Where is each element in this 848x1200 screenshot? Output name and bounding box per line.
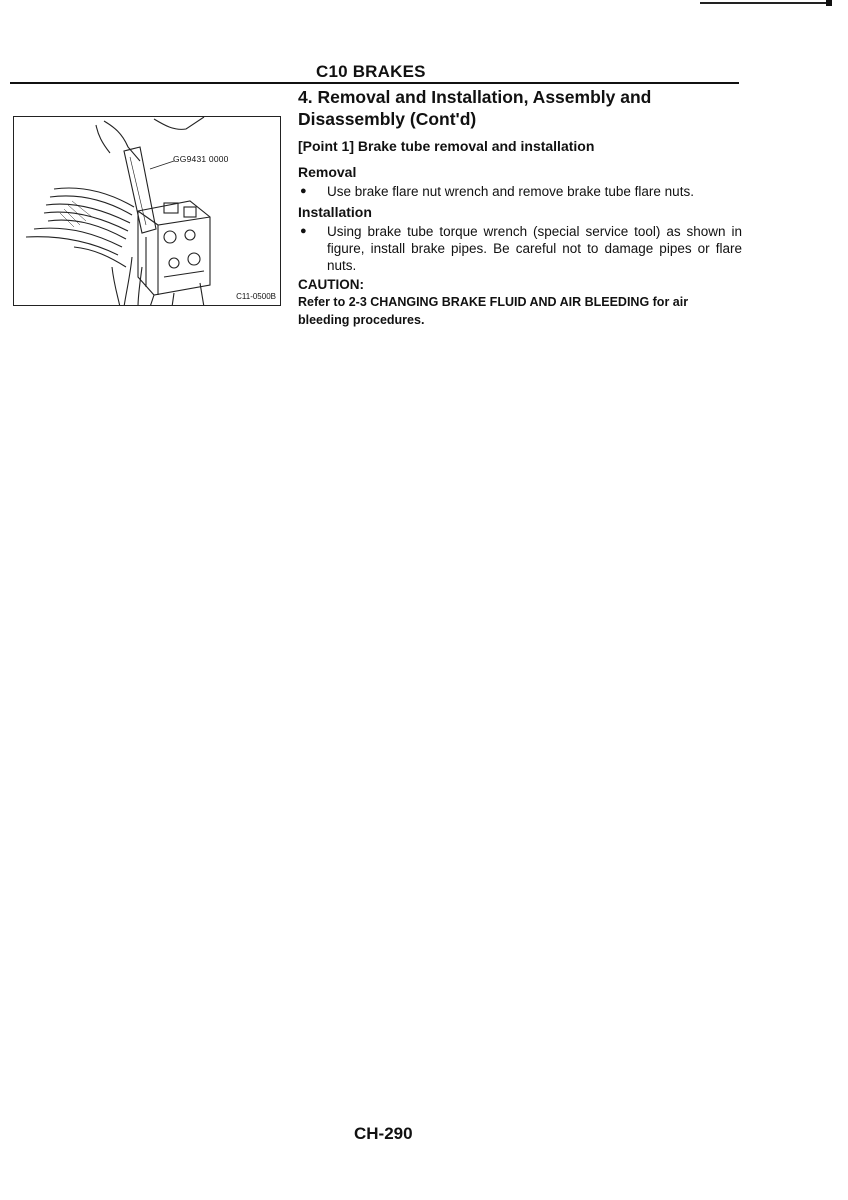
corner-crop-mark — [700, 2, 830, 4]
section-title: C10 BRAKES — [316, 62, 426, 81]
procedure-title: 4. Removal and Installation, Assembly and Disassembly (Cont'd) — [298, 87, 652, 129]
bullet-dot-icon: ● — [300, 225, 307, 237]
removal-bullet — [298, 183, 742, 200]
point-heading: [Point 1] Brake tube removal and installation — [298, 138, 595, 154]
content-column — [298, 86, 742, 329]
brake-actuator-illustration — [14, 117, 281, 306]
corner-dot-mark — [826, 0, 832, 6]
installation-bullet — [298, 223, 742, 274]
figure-code: C11-0500B — [236, 292, 276, 301]
illustration-figure — [13, 116, 281, 306]
installation-heading: Installation — [298, 204, 372, 220]
caution-text: Refer to 2-3 CHANGING BRAKE FLUID AND AIR BLEEDING for air bleeding procedures. — [298, 295, 689, 327]
page-number: CH-290 — [354, 1124, 413, 1143]
installation-bullet-text: Using brake tube torque wrench (special service tool) as shown in figure, install brake pipes. Be careful not to damage pipes or flare nuts. — [327, 224, 742, 273]
header-rule — [10, 82, 739, 84]
removal-bullet-text: Use brake flare nut wrench and remove brake tube flare nuts. — [327, 184, 694, 199]
removal-heading: Removal — [298, 164, 357, 180]
bullet-dot-icon: ● — [300, 185, 307, 197]
tool-number-label: GG9431 0000 — [173, 154, 229, 164]
caution-heading: CAUTION: — [298, 277, 364, 292]
